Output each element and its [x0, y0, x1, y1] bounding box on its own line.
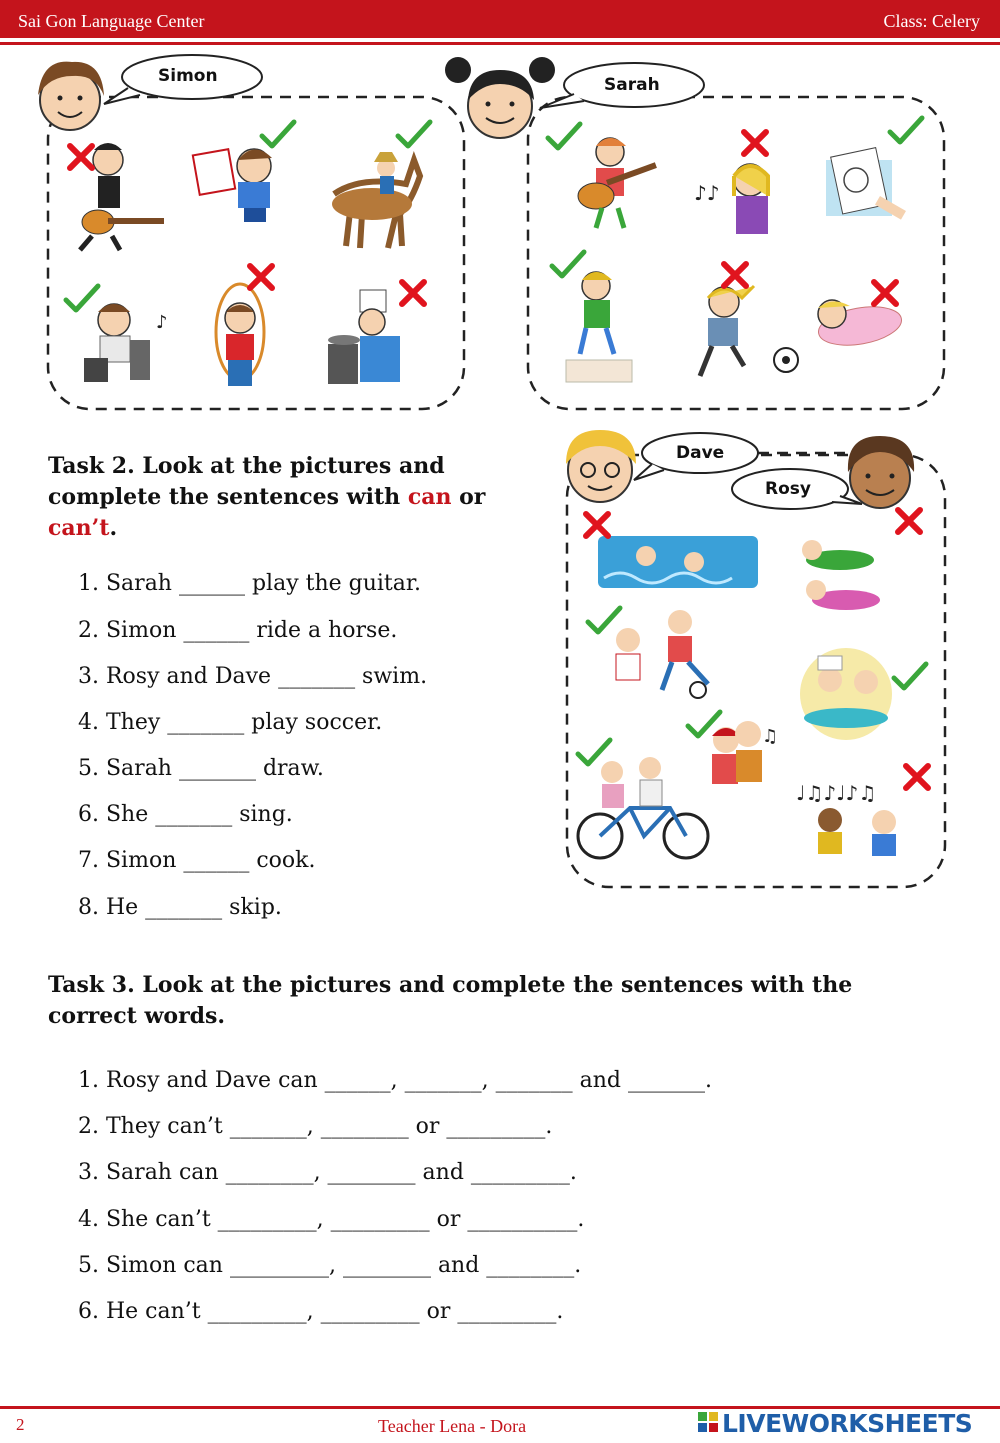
page-number: 2 — [16, 1415, 25, 1434]
svg-text:♪: ♪ — [156, 312, 168, 333]
logo-square-icon — [709, 1412, 718, 1421]
fly-icon — [802, 540, 880, 610]
simon-sing-icon — [84, 304, 168, 382]
dave-name-label: Dave — [676, 443, 725, 463]
task2-title-line1: Task 2. Look at the pictures and — [48, 453, 445, 479]
logo-square-icon — [698, 1412, 707, 1421]
simon-draw-icon — [193, 149, 272, 222]
rosy-face-icon — [848, 436, 914, 508]
task2-heading — [48, 451, 548, 544]
svg-text:♫: ♫ — [762, 726, 779, 747]
task3-title-line1: Task 3. Look at the pictures and complete the sentences with the — [48, 972, 853, 998]
task2-item: 3. Rosy and Dave _______ swim. — [78, 664, 428, 689]
task2-or: or — [451, 484, 486, 510]
class-label: Class: Celery — [883, 11, 980, 31]
center-name: Sai Gon Language Center — [18, 11, 205, 31]
sarah-sing-icon — [694, 164, 768, 234]
task2-item: 2. Simon ______ ride a horse. — [78, 618, 398, 643]
task3-item: 6. He can’t _________, _________ or _________. — [78, 1299, 564, 1324]
sarah-guitar-icon — [578, 138, 657, 228]
brand-name: LIVEWORKSHEETS — [722, 1409, 973, 1438]
simon-cook-icon — [328, 290, 400, 384]
svg-text:♩♫♪♩♪♫: ♩♫♪♩♪♫ — [796, 781, 877, 805]
task2-title-line2: complete the sentences with — [48, 484, 408, 510]
task2-item: 4. They _______ play soccer. — [78, 710, 383, 735]
sarah-soccer-icon — [700, 286, 798, 376]
simon-skip-icon — [216, 284, 264, 386]
logo-square-icon — [698, 1423, 707, 1432]
task2-can: can — [407, 484, 452, 510]
svg-text:♪♪: ♪♪ — [694, 181, 720, 205]
liveworksheets-logo[interactable] — [698, 1408, 994, 1438]
logo-square-icon — [709, 1423, 718, 1432]
simon-horse-icon — [332, 152, 420, 248]
sarah-fly-icon — [816, 300, 905, 351]
task3-item: 1. Rosy and Dave can ______, _______, _______ and _______. — [78, 1068, 712, 1093]
dance-icon — [796, 781, 896, 856]
sarah-name-label: Sarah — [604, 75, 660, 95]
sarah-draw-icon — [826, 148, 906, 220]
teacher-credit: Teacher Lena - Dora — [378, 1416, 527, 1436]
sarah-dance-icon — [566, 272, 632, 382]
task2-item: 8. He _______ skip. — [78, 895, 282, 920]
task2-cant: can’t — [48, 515, 110, 541]
task3-item: 4. She can’t _________, _________ or __________. — [78, 1207, 585, 1232]
task2-item: 6. She _______ sing. — [78, 802, 293, 827]
task2-period: . — [109, 515, 118, 541]
cook-icon — [800, 648, 892, 740]
task3-heading — [48, 970, 978, 1032]
dave-face-icon — [566, 430, 636, 502]
bike-icon — [578, 757, 708, 858]
task3-item: 2. They can’t _______, ________ or _________. — [78, 1114, 553, 1139]
soccer-icon — [616, 610, 708, 698]
simon-face-icon — [38, 62, 104, 130]
rosy-name-label: Rosy — [765, 479, 811, 499]
swim-icon — [598, 536, 758, 588]
task2-item: 1. Sarah ______ play the guitar. — [78, 571, 421, 596]
task2-item: 5. Sarah _______ draw. — [78, 756, 324, 781]
task3-item: 3. Sarah can ________, ________ and _________. — [78, 1160, 577, 1185]
task3-title-line2: correct words. — [48, 1003, 226, 1029]
simon-name-label: Simon — [158, 66, 218, 86]
task2-item: 7. Simon ______ cook. — [78, 848, 316, 873]
task3-item: 5. Simon can _________, ________ and ________. — [78, 1253, 582, 1278]
simon-guitar-icon — [80, 143, 164, 250]
sing-icon — [712, 721, 778, 784]
